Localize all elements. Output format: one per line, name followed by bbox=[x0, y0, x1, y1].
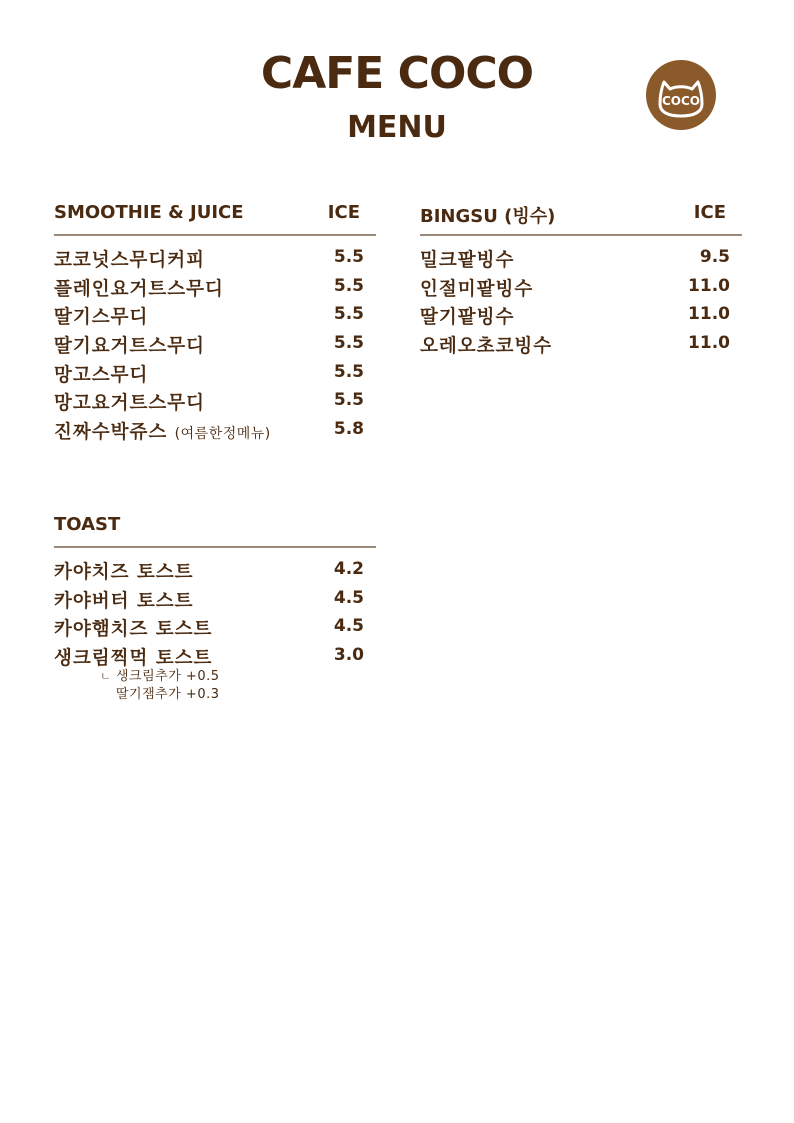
menu-item bbox=[54, 275, 376, 304]
item-price: 5.5 bbox=[333, 390, 364, 411]
item-name: 생크림찍먹 토스트 bbox=[54, 648, 213, 670]
menu-item bbox=[54, 332, 376, 361]
cat-logo bbox=[646, 60, 716, 130]
section-title: SMOOTHIE & JUICE bbox=[54, 202, 244, 223]
item-price: 5.8 bbox=[333, 419, 364, 440]
menu-item bbox=[54, 389, 376, 418]
item-name: 카야치즈 토스트 bbox=[54, 562, 194, 583]
item-name: 딸기스무디 bbox=[54, 307, 149, 329]
item-price: 5.5 bbox=[333, 361, 364, 382]
item-name: 오레오초코빙수 bbox=[420, 336, 553, 358]
item-price: 5.5 bbox=[333, 333, 364, 354]
item-name: 카야버터 토스트 bbox=[54, 590, 194, 612]
menu-item bbox=[54, 615, 376, 644]
item-price: 3.0 bbox=[333, 645, 364, 666]
sub-item-marker: ㄴ bbox=[100, 670, 111, 683]
item-price: 5.5 bbox=[333, 304, 364, 325]
item-price: 11.0 bbox=[688, 304, 730, 325]
menu-item bbox=[54, 361, 376, 390]
item-price: 11.0 bbox=[688, 333, 730, 354]
menu-item bbox=[54, 587, 376, 616]
cafe-title: CAFE COCO bbox=[260, 48, 534, 99]
menu-item bbox=[420, 246, 742, 275]
extra-option bbox=[100, 686, 220, 704]
item-name: 플레인요거트스무디 bbox=[54, 278, 224, 300]
extra-text: 생크림추가 +0.5 bbox=[116, 669, 220, 684]
section-title: BINGSU (빙수) bbox=[420, 206, 556, 227]
section-header bbox=[54, 200, 376, 236]
item-name: 코코넛스무디커피 bbox=[54, 250, 205, 271]
extra-option bbox=[100, 668, 220, 686]
item-price: 5.5 bbox=[333, 275, 364, 296]
menu-list bbox=[54, 558, 376, 673]
logo-text: COCO bbox=[661, 94, 701, 108]
menu-item bbox=[420, 275, 742, 304]
extra-text: 딸기잼추가 +0.3 bbox=[116, 687, 220, 702]
menu-item bbox=[54, 246, 376, 275]
item-price: 5.5 bbox=[333, 247, 364, 267]
smoothie-juice-section bbox=[54, 200, 376, 447]
menu-list bbox=[54, 246, 376, 447]
menu-item bbox=[54, 303, 376, 332]
item-price: 4.5 bbox=[333, 616, 364, 637]
section-header bbox=[54, 512, 376, 548]
section-title: TOAST bbox=[54, 514, 121, 535]
column-label-ice: ICE bbox=[693, 202, 726, 223]
item-price: 4.5 bbox=[333, 587, 364, 608]
section-header bbox=[420, 200, 742, 236]
item-name: 인절미팥빙수 bbox=[420, 278, 534, 300]
column-label-ice: ICE bbox=[327, 202, 360, 223]
item-name: 딸기팥빙수 bbox=[420, 307, 515, 329]
seasonal-note: (여름한정메뉴) bbox=[174, 426, 271, 443]
item-name: 망고요거트스무디 bbox=[54, 393, 205, 415]
item-name: 카야햄치즈 토스트 bbox=[54, 619, 213, 641]
item-price: 11.0 bbox=[688, 275, 730, 296]
menu-list bbox=[420, 246, 742, 361]
bingsu-section bbox=[420, 200, 742, 361]
menu-item bbox=[420, 303, 742, 332]
menu-item bbox=[54, 418, 376, 447]
menu-item bbox=[420, 332, 742, 361]
item-name: 진짜수박쥬스 (여름한정메뉴) bbox=[54, 422, 271, 444]
item-price: 9.5 bbox=[699, 247, 730, 267]
item-price: 4.2 bbox=[333, 559, 364, 579]
item-name: 망고스무디 bbox=[54, 364, 149, 386]
menu-item bbox=[54, 558, 376, 587]
toast-section bbox=[54, 512, 376, 673]
menu-subtitle: MENU bbox=[347, 110, 447, 145]
toast-extras bbox=[100, 668, 220, 704]
item-name: 밀크팥빙수 bbox=[420, 250, 515, 271]
cat-face-icon bbox=[646, 60, 716, 130]
item-name: 딸기요거트스무디 bbox=[54, 336, 205, 358]
